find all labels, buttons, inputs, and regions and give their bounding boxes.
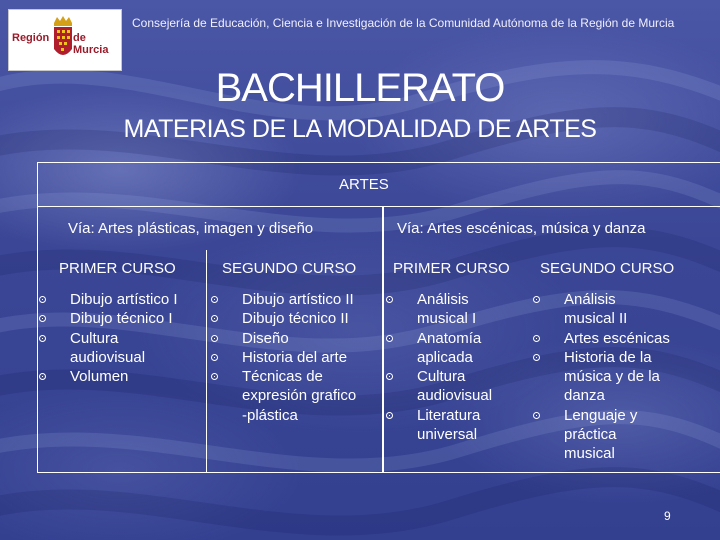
- bullet-icon: [39, 315, 46, 322]
- subject-item-line: expresión grafico: [242, 387, 357, 405]
- subject-item: [386, 329, 536, 368]
- bullet-icon: [386, 373, 393, 380]
- bullet-icon: [211, 335, 218, 342]
- subject-item-line: Cultura: [70, 329, 119, 347]
- subject-item: [533, 290, 713, 329]
- page-title: BACHILLERATO: [215, 66, 505, 110]
- subject-item-line: -plástica: [242, 406, 298, 424]
- subject-item-line: musical: [564, 445, 615, 463]
- bullet-icon: [386, 296, 393, 303]
- subject-item: [533, 348, 713, 406]
- subject-item-line: Dibujo artístico I: [70, 291, 178, 308]
- column-divider-left: [206, 250, 208, 473]
- subject-item-line: Diseño: [242, 329, 289, 347]
- subject-item-line: Artes escénicas: [564, 329, 670, 347]
- subject-item-line: Volumen: [70, 368, 129, 386]
- bullet-icon: [533, 354, 540, 361]
- via-right-label: Vía: Artes escénicas, música y danza: [397, 220, 646, 237]
- bullet-icon: [39, 373, 46, 380]
- subject-item-line: universal: [417, 426, 478, 444]
- bullet-icon: [533, 335, 540, 342]
- subject-item-line: música y de la: [564, 368, 660, 386]
- subject-item-line: práctica: [564, 426, 617, 444]
- subject-item: [211, 348, 381, 367]
- bullet-icon: [386, 412, 393, 419]
- bullet-icon: [386, 335, 393, 342]
- subject-item-line: audiovisual: [70, 348, 146, 366]
- subject-item: [39, 309, 204, 328]
- column-header-primer-curso-left: PRIMER CURSO: [59, 260, 176, 277]
- subject-item: [386, 290, 536, 329]
- subject-item: [39, 367, 204, 386]
- subject-list-col-3: [386, 290, 536, 444]
- bullet-icon: [211, 373, 218, 380]
- subject-list-col-1: [39, 290, 204, 386]
- organization-header: Consejería de Educación, Ciencia e Investigación de la Comunidad Autónoma de la Región de Murcia: [132, 16, 675, 30]
- via-left-label: Vía: Artes plásticas, imagen y diseño: [68, 220, 314, 237]
- subject-item-line: Técnicas de: [242, 368, 323, 386]
- subject-item-line: Cultura: [417, 368, 466, 386]
- subject-list-col-4: [533, 290, 713, 464]
- subject-item: [386, 367, 536, 406]
- subject-item-line: danza: [564, 387, 605, 405]
- subject-item-line: Dibujo técnico I: [70, 310, 173, 328]
- bullet-icon: [211, 354, 218, 361]
- column-header-primer-curso-right: PRIMER CURSO: [393, 260, 510, 277]
- logo-text-de-murcia: de Murcia: [73, 32, 109, 56]
- subject-item-line: Dibujo artístico II: [242, 291, 354, 308]
- table-heading: ARTES: [339, 176, 389, 193]
- subject-item: [211, 367, 381, 425]
- subject-item: [533, 406, 713, 464]
- subject-item: [39, 290, 204, 309]
- bullet-icon: [39, 335, 46, 342]
- region-de-murcia-logo: [8, 9, 122, 71]
- subject-item-line: audiovisual: [417, 387, 493, 405]
- subject-item-line: Historia de la: [564, 348, 652, 366]
- column-header-segundo-curso-left: SEGUNDO CURSO: [222, 260, 357, 277]
- bullet-icon: [533, 296, 540, 303]
- page-subtitle: MATERIAS DE LA MODALIDAD DE ARTES: [123, 115, 597, 143]
- subject-item: [211, 290, 381, 309]
- subject-item: [211, 329, 381, 348]
- bullet-icon: [533, 412, 540, 419]
- bullet-icon: [211, 296, 218, 303]
- subject-list-col-2: [211, 290, 381, 425]
- subject-item-line: Historia del arte: [242, 348, 348, 366]
- subject-item-line: Análisis: [417, 291, 469, 308]
- coat-of-arms-icon: [51, 15, 75, 65]
- page-number: 9: [664, 509, 671, 523]
- subject-item: [211, 309, 381, 328]
- subject-item: [533, 329, 713, 348]
- subjects-table: [37, 162, 720, 472]
- subject-item-line: Anatomía: [417, 329, 482, 347]
- subject-item-line: Literatura: [417, 406, 481, 424]
- subject-item-line: musical I: [417, 310, 477, 328]
- column-header-segundo-curso-right: SEGUNDO CURSO: [540, 260, 675, 277]
- bullet-icon: [211, 315, 218, 322]
- logo-text-region: Región: [12, 32, 50, 44]
- subject-item-line: aplicada: [417, 348, 473, 366]
- subject-item-line: Lenguaje y: [564, 406, 638, 424]
- subject-item-line: Dibujo técnico II: [242, 310, 349, 328]
- subject-item-line: Análisis: [564, 291, 616, 308]
- subject-item: [386, 406, 536, 445]
- subject-item: [39, 329, 204, 368]
- bullet-icon: [39, 296, 46, 303]
- subject-item-line: musical II: [564, 310, 628, 328]
